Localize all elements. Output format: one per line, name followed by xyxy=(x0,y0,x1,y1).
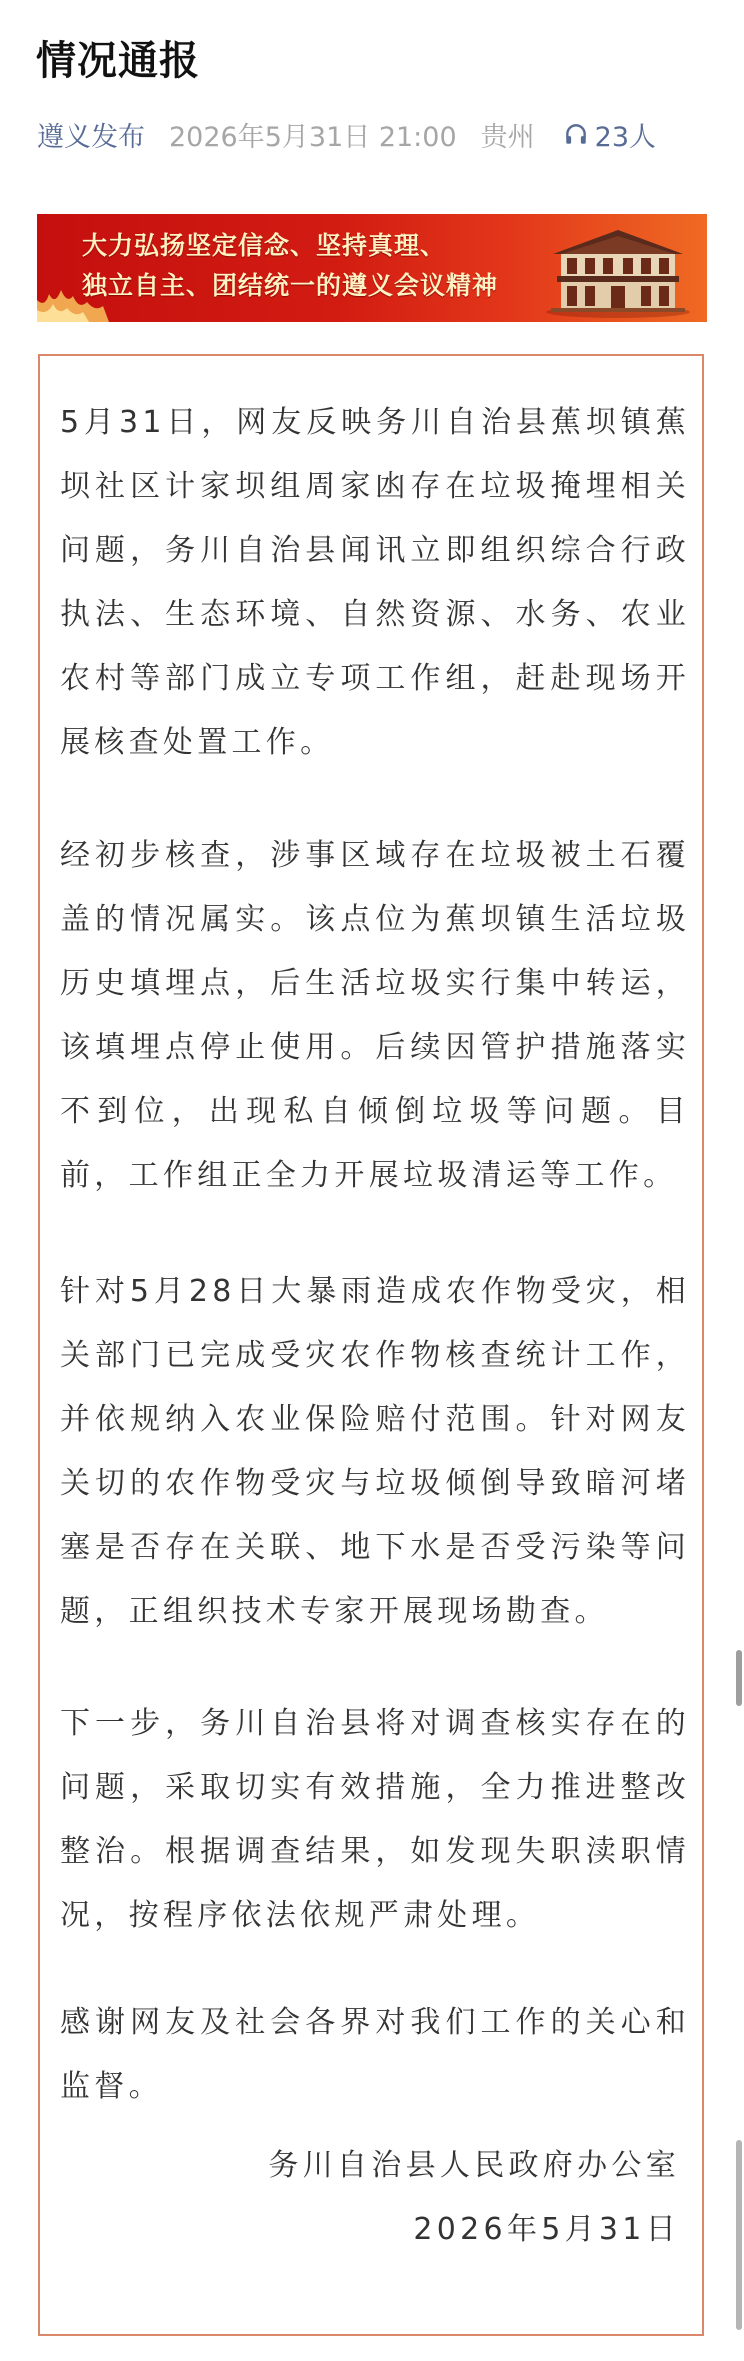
signature-organization: 务川自治县人民政府办公室 xyxy=(268,2148,680,2183)
article-meta xyxy=(37,114,656,154)
article-paragraph-5: 感谢网友及社会各界对我们工作的关心和监督。 xyxy=(60,2005,690,2104)
article-paragraph-1: 5月31日，网友反映务川自治县蕉坝镇蕉坝社区计家坝组周家凼存在垃圾掩埋相关问题，务川自治县闻讯立即组织综合行政执法、生态环境、自然资源、水务、农业农村等部门成立专项工作组，赶赴现场开展核查处置工作。 xyxy=(60,405,690,760)
headphones-icon xyxy=(563,121,589,147)
region-label: 贵州 xyxy=(480,121,535,153)
account-name-link[interactable]: 遵义发布 xyxy=(37,121,145,153)
article-paragraph-3: 针对5月28日大暴雨造成农作物受灾，相关部门已完成受灾农作物核查统计工作，并依规纳入农业保险赔付范围。针对网友关切的农作物受灾与垃圾倾倒导致暗河堵塞是否存在关联、地下水是否受污染等问题，正组织技术专家开展现场勘查。 xyxy=(60,1274,690,1629)
article-paragraph-2: 经初步核查，涉事区域存在垃圾被土石覆盖的情况属实。该点位为蕉坝镇生活垃圾历史填埋点，后生活垃圾实行集中转运，该填埋点停止使用。后续因管护措施落实不到位，出现私自倾倒垃圾等问题。目前，工作组正全力开展垃圾清运等工作。 xyxy=(60,838,690,1193)
banner-image xyxy=(37,214,707,322)
article-paragraph-4: 下一步，务川自治县将对调查核实存在的问题，采取切实有效措施，全力推进整改整治。根据调查结果，如发现失职渎职情况，按程序依法依规严肃处理。 xyxy=(60,1706,690,1933)
scrollbar-thumb[interactable] xyxy=(736,1650,742,1706)
article-body xyxy=(38,354,704,2336)
listen-button[interactable] xyxy=(563,115,656,154)
listen-count: 23人 xyxy=(594,121,656,153)
banner-slogan-line2: 独立自主、团结统一的遵义会议精神 xyxy=(82,271,499,300)
publish-time: 2026年5月31日 21:00 xyxy=(169,121,457,153)
signature-date: 2026年5月31日 xyxy=(413,2212,680,2247)
zunyi-meeting-building-icon xyxy=(543,220,693,318)
banner-slogan-line1: 大力弘扬坚定信念、坚持真理、 xyxy=(82,231,447,260)
scrollbar-track-indicator[interactable] xyxy=(736,2140,742,2330)
article-title: 情况通报 xyxy=(36,38,200,84)
